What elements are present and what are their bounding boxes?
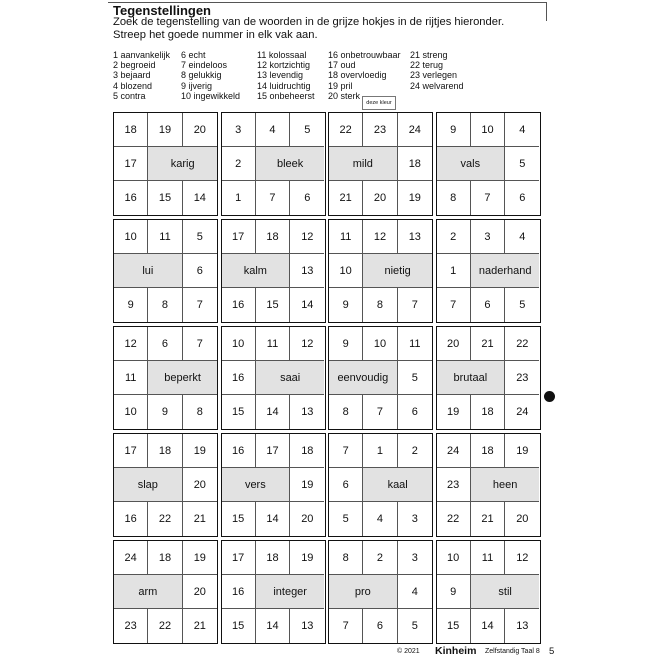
number-cell[interactable]: 8	[329, 395, 363, 429]
number-cell[interactable]: 6	[519, 192, 526, 204]
word-list-item: 5 contra	[113, 90, 146, 101]
puzzle-block	[436, 112, 541, 216]
puzzle-block	[221, 219, 326, 323]
number-cell[interactable]: 8	[196, 406, 203, 418]
number-cell[interactable]: 17	[256, 434, 290, 468]
page-title: Tegenstellingen	[113, 3, 211, 18]
word-list-item: 21 streng	[410, 50, 448, 60]
puzzle-block	[113, 112, 218, 216]
number-cell[interactable]: 10	[437, 541, 471, 575]
number-cell[interactable]: 7	[363, 395, 397, 429]
number-cell[interactable]: 8	[148, 288, 182, 322]
number-cell[interactable]: 12	[363, 220, 397, 254]
number-cell[interactable]: 7	[329, 434, 363, 468]
number-cell[interactable]: 24	[437, 434, 471, 468]
target-word: saai	[256, 361, 325, 395]
number-cell[interactable]: 13	[301, 406, 314, 418]
number-cell[interactable]: 9	[437, 575, 471, 609]
word-list-item: 10 ingewikkeld	[181, 90, 241, 101]
number-cell[interactable]: 10	[222, 327, 256, 361]
number-cell[interactable]: 10	[329, 254, 363, 288]
number-cell[interactable]: 11	[114, 361, 148, 395]
number-cell[interactable]: 7	[183, 327, 217, 361]
target-word: bleek	[256, 147, 325, 181]
number-cell[interactable]: 5	[183, 220, 217, 254]
word-list-item: 3 bejaard	[113, 70, 151, 81]
number-cell[interactable]: 16	[222, 361, 256, 395]
number-cell[interactable]: 23	[437, 468, 471, 502]
number-cell[interactable]: 15	[437, 609, 471, 643]
page-number: 5	[549, 646, 555, 657]
number-cell[interactable]: 6	[183, 254, 217, 288]
puzzle-block	[328, 540, 433, 644]
number-cell[interactable]: 15	[256, 288, 290, 322]
footer-brand: Kinheim	[435, 645, 477, 657]
word-list-item: 2 begroeid	[113, 60, 156, 71]
word-list-item: 1 aanvankelijk	[113, 50, 171, 60]
number-cell[interactable]: 13	[398, 220, 432, 254]
puzzle-block	[113, 540, 218, 644]
word-list-column	[113, 50, 170, 101]
number-cell[interactable]: 20	[363, 181, 397, 215]
number-cell[interactable]: 6	[363, 609, 397, 643]
number-cell[interactable]: 6	[329, 468, 363, 502]
number-cell[interactable]: 19	[290, 541, 324, 575]
number-cell[interactable]: 21	[471, 327, 505, 361]
number-cell[interactable]: 14	[193, 192, 206, 204]
number-cell[interactable]: 18	[398, 147, 432, 181]
word-list-item: 20 sterk	[328, 90, 361, 101]
number-cell[interactable]: 18	[148, 434, 182, 468]
word-list-item: 17 oud	[328, 60, 356, 71]
number-cell[interactable]: 14	[301, 299, 314, 311]
target-word: brutaal	[437, 361, 506, 395]
number-cell[interactable]: 17	[114, 434, 148, 468]
number-cell[interactable]: 18	[256, 541, 290, 575]
number-cell[interactable]: 7	[256, 181, 290, 215]
number-cell[interactable]: 21	[193, 620, 206, 632]
number-cell[interactable]: 19	[505, 434, 539, 468]
number-cell[interactable]: 17	[114, 147, 148, 181]
number-cell[interactable]: 3	[411, 513, 418, 525]
word-list-item: 18 overvloedig	[328, 70, 387, 81]
number-cell[interactable]: 22	[505, 327, 539, 361]
number-cell[interactable]: 8	[437, 181, 471, 215]
number-cell[interactable]: 7	[437, 288, 471, 322]
number-cell[interactable]: 6	[411, 406, 418, 418]
number-cell[interactable]: 19	[290, 468, 324, 502]
number-cell[interactable]: 8	[329, 541, 363, 575]
target-word: kaal	[363, 468, 432, 502]
number-cell[interactable]: 22	[148, 502, 182, 536]
number-cell[interactable]: 5	[290, 113, 324, 147]
number-cell[interactable]: 4	[505, 113, 539, 147]
word-list-item: 7 eindeloos	[181, 60, 228, 71]
word-list-column	[328, 50, 401, 101]
number-cell[interactable]: 6	[148, 327, 182, 361]
number-cell[interactable]: 23	[505, 361, 539, 395]
number-cell[interactable]: 14	[471, 609, 505, 643]
number-cell[interactable]: 19	[148, 113, 182, 147]
target-word: kalm	[222, 254, 291, 288]
number-cell[interactable]: 14	[256, 502, 290, 536]
word-list-item: 14 luidruchtig	[257, 80, 311, 91]
word-list-item: 22 terug	[410, 60, 444, 71]
target-word: eenvoudig	[329, 361, 398, 395]
number-cell[interactable]: 15	[148, 181, 182, 215]
number-cell[interactable]: 4	[398, 575, 432, 609]
puzzle-block	[436, 540, 541, 644]
word-list-item: 19 pril	[328, 80, 353, 91]
number-cell[interactable]: 24	[398, 113, 432, 147]
word-list-item: 12 kortzichtig	[257, 60, 311, 71]
number-cell[interactable]: 2	[363, 541, 397, 575]
target-word: beperkt	[148, 361, 217, 395]
number-cell[interactable]: 10	[363, 327, 397, 361]
puzzle-block	[328, 219, 433, 323]
number-cell[interactable]: 19	[408, 192, 421, 204]
number-cell[interactable]: 16	[114, 502, 148, 536]
word-list-column	[181, 50, 240, 101]
number-cell[interactable]: 10	[114, 220, 148, 254]
number-cell[interactable]: 14	[256, 395, 290, 429]
target-word: naderhand	[471, 254, 540, 288]
number-cell[interactable]: 9	[329, 288, 363, 322]
number-cell[interactable]: 22	[437, 502, 471, 536]
number-cell[interactable]: 12	[114, 327, 148, 361]
number-cell[interactable]: 13	[301, 620, 314, 632]
number-cell[interactable]: 2	[398, 434, 432, 468]
number-cell[interactable]: 7	[411, 299, 418, 311]
number-cell[interactable]: 3	[471, 220, 505, 254]
target-word: slap	[114, 468, 183, 502]
number-cell[interactable]: 12	[290, 220, 324, 254]
puzzle-block	[221, 326, 326, 430]
target-word: vers	[222, 468, 291, 502]
target-word: karig	[148, 147, 217, 181]
number-cell[interactable]: 18	[471, 395, 505, 429]
puzzle-block	[113, 219, 218, 323]
number-cell[interactable]: 5	[411, 620, 418, 632]
number-cell[interactable]: 3	[398, 541, 432, 575]
number-cell[interactable]: 1	[222, 181, 256, 215]
number-cell[interactable]: 22	[329, 113, 363, 147]
number-cell[interactable]: 5	[505, 147, 539, 181]
number-cell[interactable]: 24	[114, 541, 148, 575]
puzzle-block	[328, 112, 433, 216]
number-cell[interactable]: 24	[516, 406, 529, 418]
puzzle-block	[221, 540, 326, 644]
number-cell[interactable]: 18	[148, 541, 182, 575]
target-word: heen	[471, 468, 540, 502]
number-cell[interactable]: 4	[256, 113, 290, 147]
number-cell[interactable]: 1	[363, 434, 397, 468]
number-cell[interactable]: 9	[329, 327, 363, 361]
color-tag: deze kleur	[362, 96, 396, 110]
number-cell[interactable]: 23	[114, 609, 148, 643]
word-list-item: 8 gelukkig	[181, 70, 222, 81]
instructions	[113, 16, 504, 42]
number-cell[interactable]: 23	[363, 113, 397, 147]
number-cell[interactable]: 21	[471, 502, 505, 536]
number-cell[interactable]: 12	[290, 327, 324, 361]
number-cell[interactable]: 21	[329, 181, 363, 215]
number-cell[interactable]: 5	[519, 299, 526, 311]
number-cell[interactable]: 16	[114, 181, 148, 215]
target-word: pro	[329, 575, 398, 609]
word-list-item: 6 echt	[181, 50, 206, 60]
number-cell[interactable]: 9	[148, 395, 182, 429]
puzzle-block	[221, 433, 326, 537]
footer-copyright: © 2021	[397, 648, 420, 655]
number-cell[interactable]: 20	[516, 513, 529, 525]
number-cell[interactable]: 17	[222, 220, 256, 254]
number-cell[interactable]: 2	[437, 220, 471, 254]
number-cell[interactable]: 16	[222, 434, 256, 468]
number-cell[interactable]: 6	[304, 192, 311, 204]
number-cell[interactable]: 9	[437, 113, 471, 147]
target-word: stil	[471, 575, 540, 609]
number-cell[interactable]: 9	[114, 288, 148, 322]
puzzle-block	[113, 433, 218, 537]
number-cell[interactable]: 7	[329, 609, 363, 643]
target-word: integer	[256, 575, 325, 609]
number-cell[interactable]: 11	[256, 327, 290, 361]
target-word: nietig	[363, 254, 432, 288]
number-cell[interactable]: 18	[114, 113, 148, 147]
instruction-line: Streep het goede nummer in elk vak aan.	[113, 29, 318, 41]
puzzle-block	[328, 433, 433, 537]
number-cell[interactable]: 8	[363, 288, 397, 322]
number-cell[interactable]: 4	[505, 220, 539, 254]
number-cell[interactable]: 4	[363, 502, 397, 536]
target-word: mild	[329, 147, 398, 181]
word-list-item: 4 blozend	[113, 80, 153, 91]
number-cell[interactable]: 11	[398, 327, 432, 361]
number-cell[interactable]: 1	[437, 254, 471, 288]
word-list-item: 11 kolossaal	[257, 50, 307, 60]
number-cell[interactable]: 21	[193, 513, 206, 525]
number-cell[interactable]: 10	[471, 113, 505, 147]
number-cell[interactable]: 2	[222, 147, 256, 181]
number-cell[interactable]: 19	[437, 395, 471, 429]
number-cell[interactable]: 10	[114, 395, 148, 429]
number-cell[interactable]: 19	[183, 541, 217, 575]
number-cell[interactable]: 13	[290, 254, 324, 288]
number-cell[interactable]: 15	[222, 609, 256, 643]
word-list-item: 16 onbetrouwbaar	[328, 50, 401, 60]
number-cell[interactable]: 7	[471, 181, 505, 215]
instruction-line: Zoek de tegenstelling van de woorden in de grijze hokjes in de rijtjes hieronder.	[113, 16, 505, 28]
number-cell[interactable]: 16	[222, 288, 256, 322]
number-cell[interactable]: 5	[398, 361, 432, 395]
number-cell[interactable]: 7	[196, 299, 203, 311]
word-list-item: 13 levendig	[257, 70, 304, 81]
number-cell[interactable]: 6	[471, 288, 505, 322]
number-cell[interactable]: 11	[471, 541, 505, 575]
number-cell[interactable]: 16	[222, 575, 256, 609]
number-cell[interactable]: 12	[505, 541, 539, 575]
word-list-item: 9 ijverig	[181, 80, 213, 91]
number-cell[interactable]: 20	[183, 468, 217, 502]
footer-subtitle: Zelfstandig Taal 8	[485, 648, 540, 655]
puzzle-block	[328, 326, 433, 430]
puzzle-grid	[113, 112, 541, 644]
number-cell[interactable]: 15	[222, 502, 256, 536]
number-cell[interactable]: 17	[222, 541, 256, 575]
number-cell[interactable]: 11	[329, 220, 363, 254]
number-cell[interactable]: 20	[301, 513, 314, 525]
puzzle-block	[113, 326, 218, 430]
number-cell[interactable]: 14	[256, 609, 290, 643]
binder-hole	[544, 391, 555, 402]
number-cell[interactable]: 13	[516, 620, 529, 632]
number-cell[interactable]: 18	[256, 220, 290, 254]
number-cell[interactable]: 20	[437, 327, 471, 361]
number-cell[interactable]: 22	[148, 609, 182, 643]
number-cell[interactable]: 5	[329, 502, 363, 536]
number-cell[interactable]: 19	[183, 434, 217, 468]
target-word: arm	[114, 575, 183, 609]
number-cell[interactable]: 20	[183, 113, 217, 147]
puzzle-block	[436, 326, 541, 430]
number-cell[interactable]: 20	[183, 575, 217, 609]
number-cell[interactable]: 11	[148, 220, 182, 254]
word-list-column	[410, 50, 464, 91]
word-list-item: 15 onbeheerst	[257, 90, 315, 101]
puzzle-block	[436, 433, 541, 537]
number-cell[interactable]: 18	[290, 434, 324, 468]
word-list-column	[257, 50, 315, 101]
target-word: lui	[114, 254, 183, 288]
number-cell[interactable]: 18	[471, 434, 505, 468]
number-cell[interactable]: 3	[222, 113, 256, 147]
target-word: vals	[437, 147, 506, 181]
word-list-item: 24 welvarend	[410, 80, 464, 91]
puzzle-block	[436, 219, 541, 323]
number-cell[interactable]: 15	[222, 395, 256, 429]
puzzle-block	[221, 112, 326, 216]
word-list-item: 23 verlegen	[410, 70, 458, 81]
